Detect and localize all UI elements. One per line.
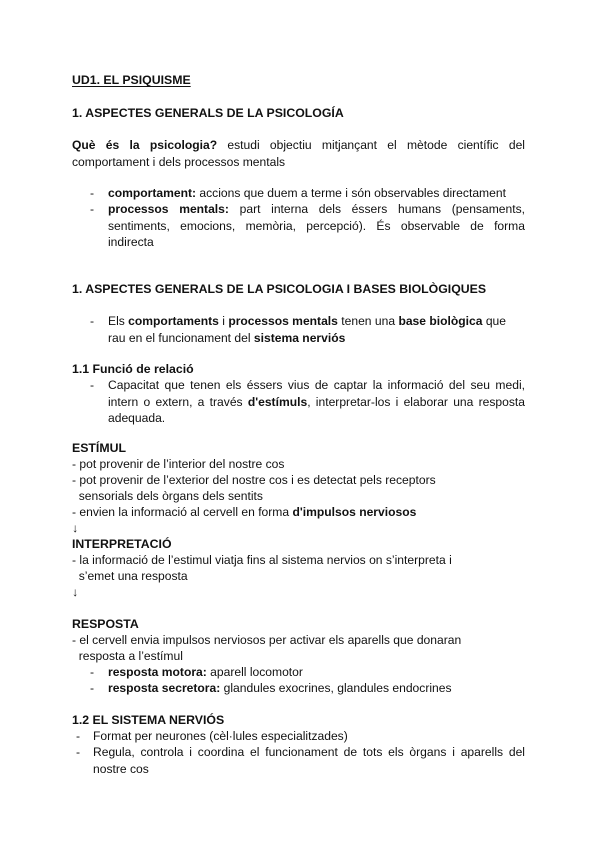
item-term: resposta secretora: (108, 681, 221, 695)
down-arrow-icon: ↓ (72, 521, 79, 535)
list-dash: - (90, 202, 95, 216)
section-heading-psicologia: 1. ASPECTES GENERALS DE LA PSICOLOGÍA (72, 106, 344, 120)
text-run: que rau en el funcionament del (108, 314, 506, 345)
item-text: aparell locomotor (206, 665, 303, 679)
bold-run: comportaments (128, 314, 219, 328)
section-heading-funcio-relacio: 1.1 Funció de relació (72, 362, 194, 376)
interpretacio-heading: INTERPRETACIÓ (72, 537, 172, 551)
resposta-heading: RESPOSTA (72, 617, 139, 631)
item-text: glandules exocrines, glandules endocrines (220, 681, 452, 695)
estimul-line: sensorials dels òrgans dels sentits (72, 489, 263, 503)
interpretacio-line: - la informació de l’estimul viatja fins al sistema nervios on s’interpreta i (72, 553, 452, 567)
resposta-line: - el cervell envia impulsos nerviosos per activar els aparells que donaran (72, 633, 462, 647)
list-item-capacitat (108, 377, 525, 427)
resposta-line: resposta a l’estímul (72, 649, 183, 663)
text-run: Els (108, 314, 129, 328)
question-text: estudi objectiu mitjançant el mètode científic del comportament i dels processos mentals (72, 138, 525, 169)
interpretacio-line: s’emet una resposta (72, 569, 188, 583)
list-dash: - (90, 186, 95, 200)
text-run: i (218, 314, 229, 328)
estimul-line (72, 504, 416, 521)
section-heading-sistema-nervios: 1.2 EL SISTEMA NERVIÓS (72, 713, 225, 727)
bold-run: base biològica (398, 314, 483, 328)
estimul-line: - pot provenir de l’interior del nostre cos (72, 457, 285, 471)
list-item-regula: Regula, controla i coordina el funcionament de tots els òrgans i aparells del nostre cos (93, 745, 525, 776)
estimul-line: - pot provenir de l’exterior del nostre cos i es detectat pels receptors (72, 473, 436, 487)
list-dash: - (76, 745, 81, 759)
document-title: UD1. EL PSIQUISME (72, 73, 191, 87)
list-dash: - (90, 681, 95, 695)
item-term: comportament: (108, 186, 197, 200)
question-term: Què és la psicologia? (72, 138, 218, 152)
definition-paragraph (72, 137, 525, 170)
down-arrow-icon: ↓ (72, 585, 79, 599)
list-item-neurones: Format per neurones (cèl·lules especialitzades) (93, 729, 348, 743)
list-item-resposta-secretora (108, 680, 452, 697)
bold-run: d'impulsos nerviosos (292, 505, 417, 519)
list-dash: - (76, 729, 81, 743)
list-item-resposta-motora (108, 664, 303, 681)
section-heading-bases-biologiques: 1. ASPECTES GENERALS DE LA PSICOLOGIA I BASES BIOLÒGIQUES (72, 282, 487, 296)
bold-run: d'estímuls (247, 394, 308, 409)
list-dash: - (90, 378, 95, 392)
list-dash: - (90, 314, 95, 328)
text-run: , interpretar-los i elaborar una resposta adequada. (108, 394, 525, 425)
bold-run: sistema nerviós (253, 330, 346, 345)
item-text: part interna dels éssers humans (pensaments, sentiments, emocions, memòria, percepció). És observable de forma indirecta (108, 202, 525, 249)
item-term: processos mentals: (108, 202, 229, 216)
bold-run: processos mentals (228, 314, 338, 328)
item-term: resposta motora: (108, 665, 207, 679)
list-dash: - (90, 665, 95, 679)
list-item-comportament (108, 185, 506, 202)
list-item-base-biologica (108, 313, 525, 346)
text-run: Capacitat que tenen els éssers vius de captar la informació del seu medi, intern o extern, a través (108, 378, 525, 409)
item-text: accions que duem a terme i són observables directament (196, 186, 506, 200)
estimul-heading: ESTÍMUL (72, 441, 126, 455)
text-run: tenen una (337, 314, 399, 328)
text-run: - envien la informació al cervell en forma (72, 505, 293, 519)
list-item-processos-mentals (108, 201, 525, 251)
